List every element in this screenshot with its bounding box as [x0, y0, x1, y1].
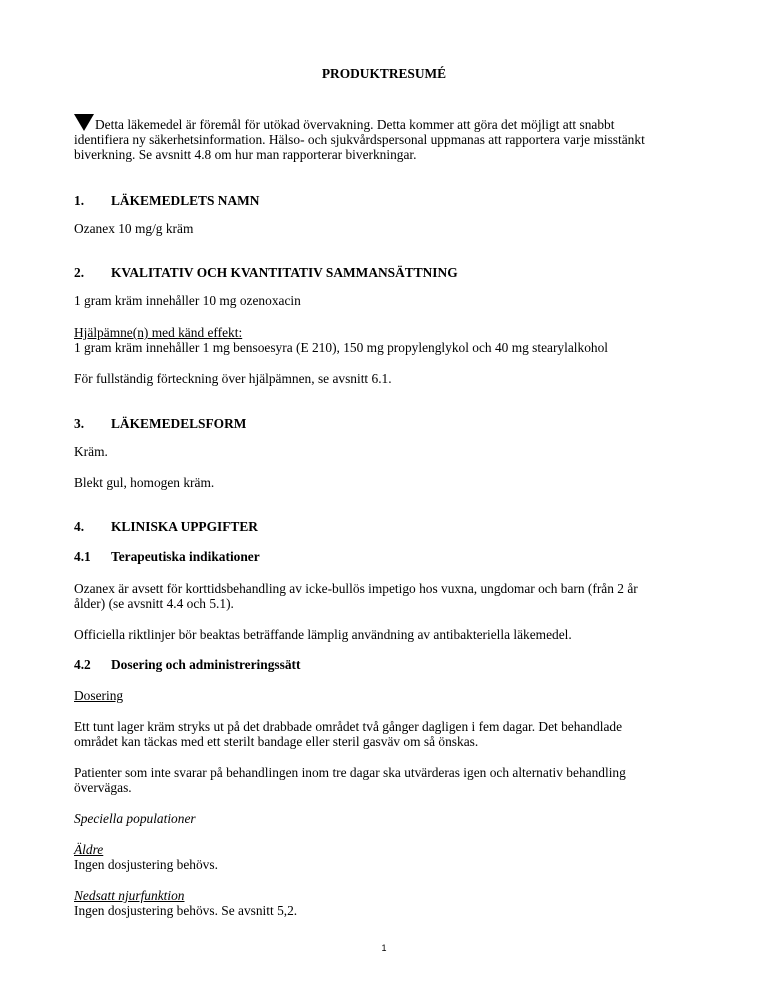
intro-line-3: biverkning. Se avsnitt 4.8 om hur man rapporterar biverkningar. — [74, 147, 417, 162]
section-2-subheading: Hjälpämne(n) med känd effekt: — [74, 325, 243, 340]
section-2-text-1: 1 gram kräm innehåller 10 mg ozenoxacin — [74, 293, 301, 308]
section-2-heading: KVALITATIV OCH KVANTITATIV SAMMANSÄTTNING — [111, 265, 458, 280]
section-4-number: 4. — [74, 519, 85, 534]
page-title: PRODUKTRESUMÉ — [321, 66, 447, 81]
section-3-number: 3. — [74, 416, 85, 431]
black-triangle-icon — [74, 114, 94, 131]
section-1-number: 1. — [74, 193, 85, 208]
section-3-text-1: Kräm. — [74, 444, 108, 459]
elderly-text: Ingen dosjustering behövs. — [74, 857, 218, 872]
section-4-1-line-1: Ozanex är avsett för korttidsbehandling av icke-bullös impetigo hos vuxna, ungdomar och barn (från 2 år — [74, 581, 638, 596]
dosering-line-1: Ett tunt lager kräm stryks ut på det drabbade området två gånger dagligen i fem dagar. Det behandlade — [74, 719, 623, 734]
section-3-text-2: Blekt gul, homogen kräm. — [74, 475, 215, 490]
section-4-2-heading: Dosering och administreringssätt — [111, 657, 301, 672]
special-populations-heading: Speciella populationer — [74, 811, 196, 826]
section-2-number: 2. — [74, 265, 85, 280]
section-4-2-number: 4.2 — [74, 657, 91, 672]
dosering-line-3: Patienter som inte svarar på behandlingen inom tre dagar ska utvärderas igen och alternativ behandling — [74, 765, 626, 780]
page-number: 1 — [381, 943, 387, 953]
section-4-1-line-2: ålder) (se avsnitt 4.4 och 5.1). — [74, 596, 234, 611]
section-1-text: Ozanex 10 mg/g kräm — [74, 221, 194, 236]
section-4-2-subheading: Dosering — [74, 688, 124, 703]
section-4-heading: KLINISKA UPPGIFTER — [111, 519, 258, 534]
intro-line-1: Detta läkemedel är föremål för utökad övervakning. Detta kommer att göra det möjligt att snabbt — [74, 114, 614, 132]
dosering-line-4: övervägas. — [74, 780, 132, 795]
section-2-text-2: 1 gram kräm innehåller 1 mg bensoesyra (E 210), 150 mg propylenglykol och 40 mg stearylalkohol — [74, 340, 609, 355]
dosering-line-2: området kan täckas med ett sterilt bandage eller steril gasväv om så önskas. — [74, 734, 479, 749]
renal-heading: Nedsatt njurfunktion — [74, 888, 185, 903]
section-3-heading: LÄKEMEDELSFORM — [111, 416, 247, 431]
renal-text: Ingen dosjustering behövs. Se avsnitt 5,2. — [74, 903, 298, 918]
section-4-1-heading: Terapeutiska indikationer — [111, 549, 260, 564]
elderly-heading: Äldre — [74, 842, 104, 857]
section-1-heading: LÄKEMEDLETS NAMN — [111, 193, 260, 208]
section-4-1-line-3: Officiella riktlinjer bör beaktas beträffande lämplig användning av antibakteriella läkemedel. — [74, 627, 572, 642]
intro-line-2: identifiera ny säkerhetsinformation. Hälso- och sjukvårdspersonal uppmanas att rapportera varje misstänkt — [74, 132, 645, 147]
section-4-1-number: 4.1 — [74, 549, 91, 564]
section-2-text-3: För fullständig förteckning över hjälpämnen, se avsnitt 6.1. — [74, 371, 392, 386]
